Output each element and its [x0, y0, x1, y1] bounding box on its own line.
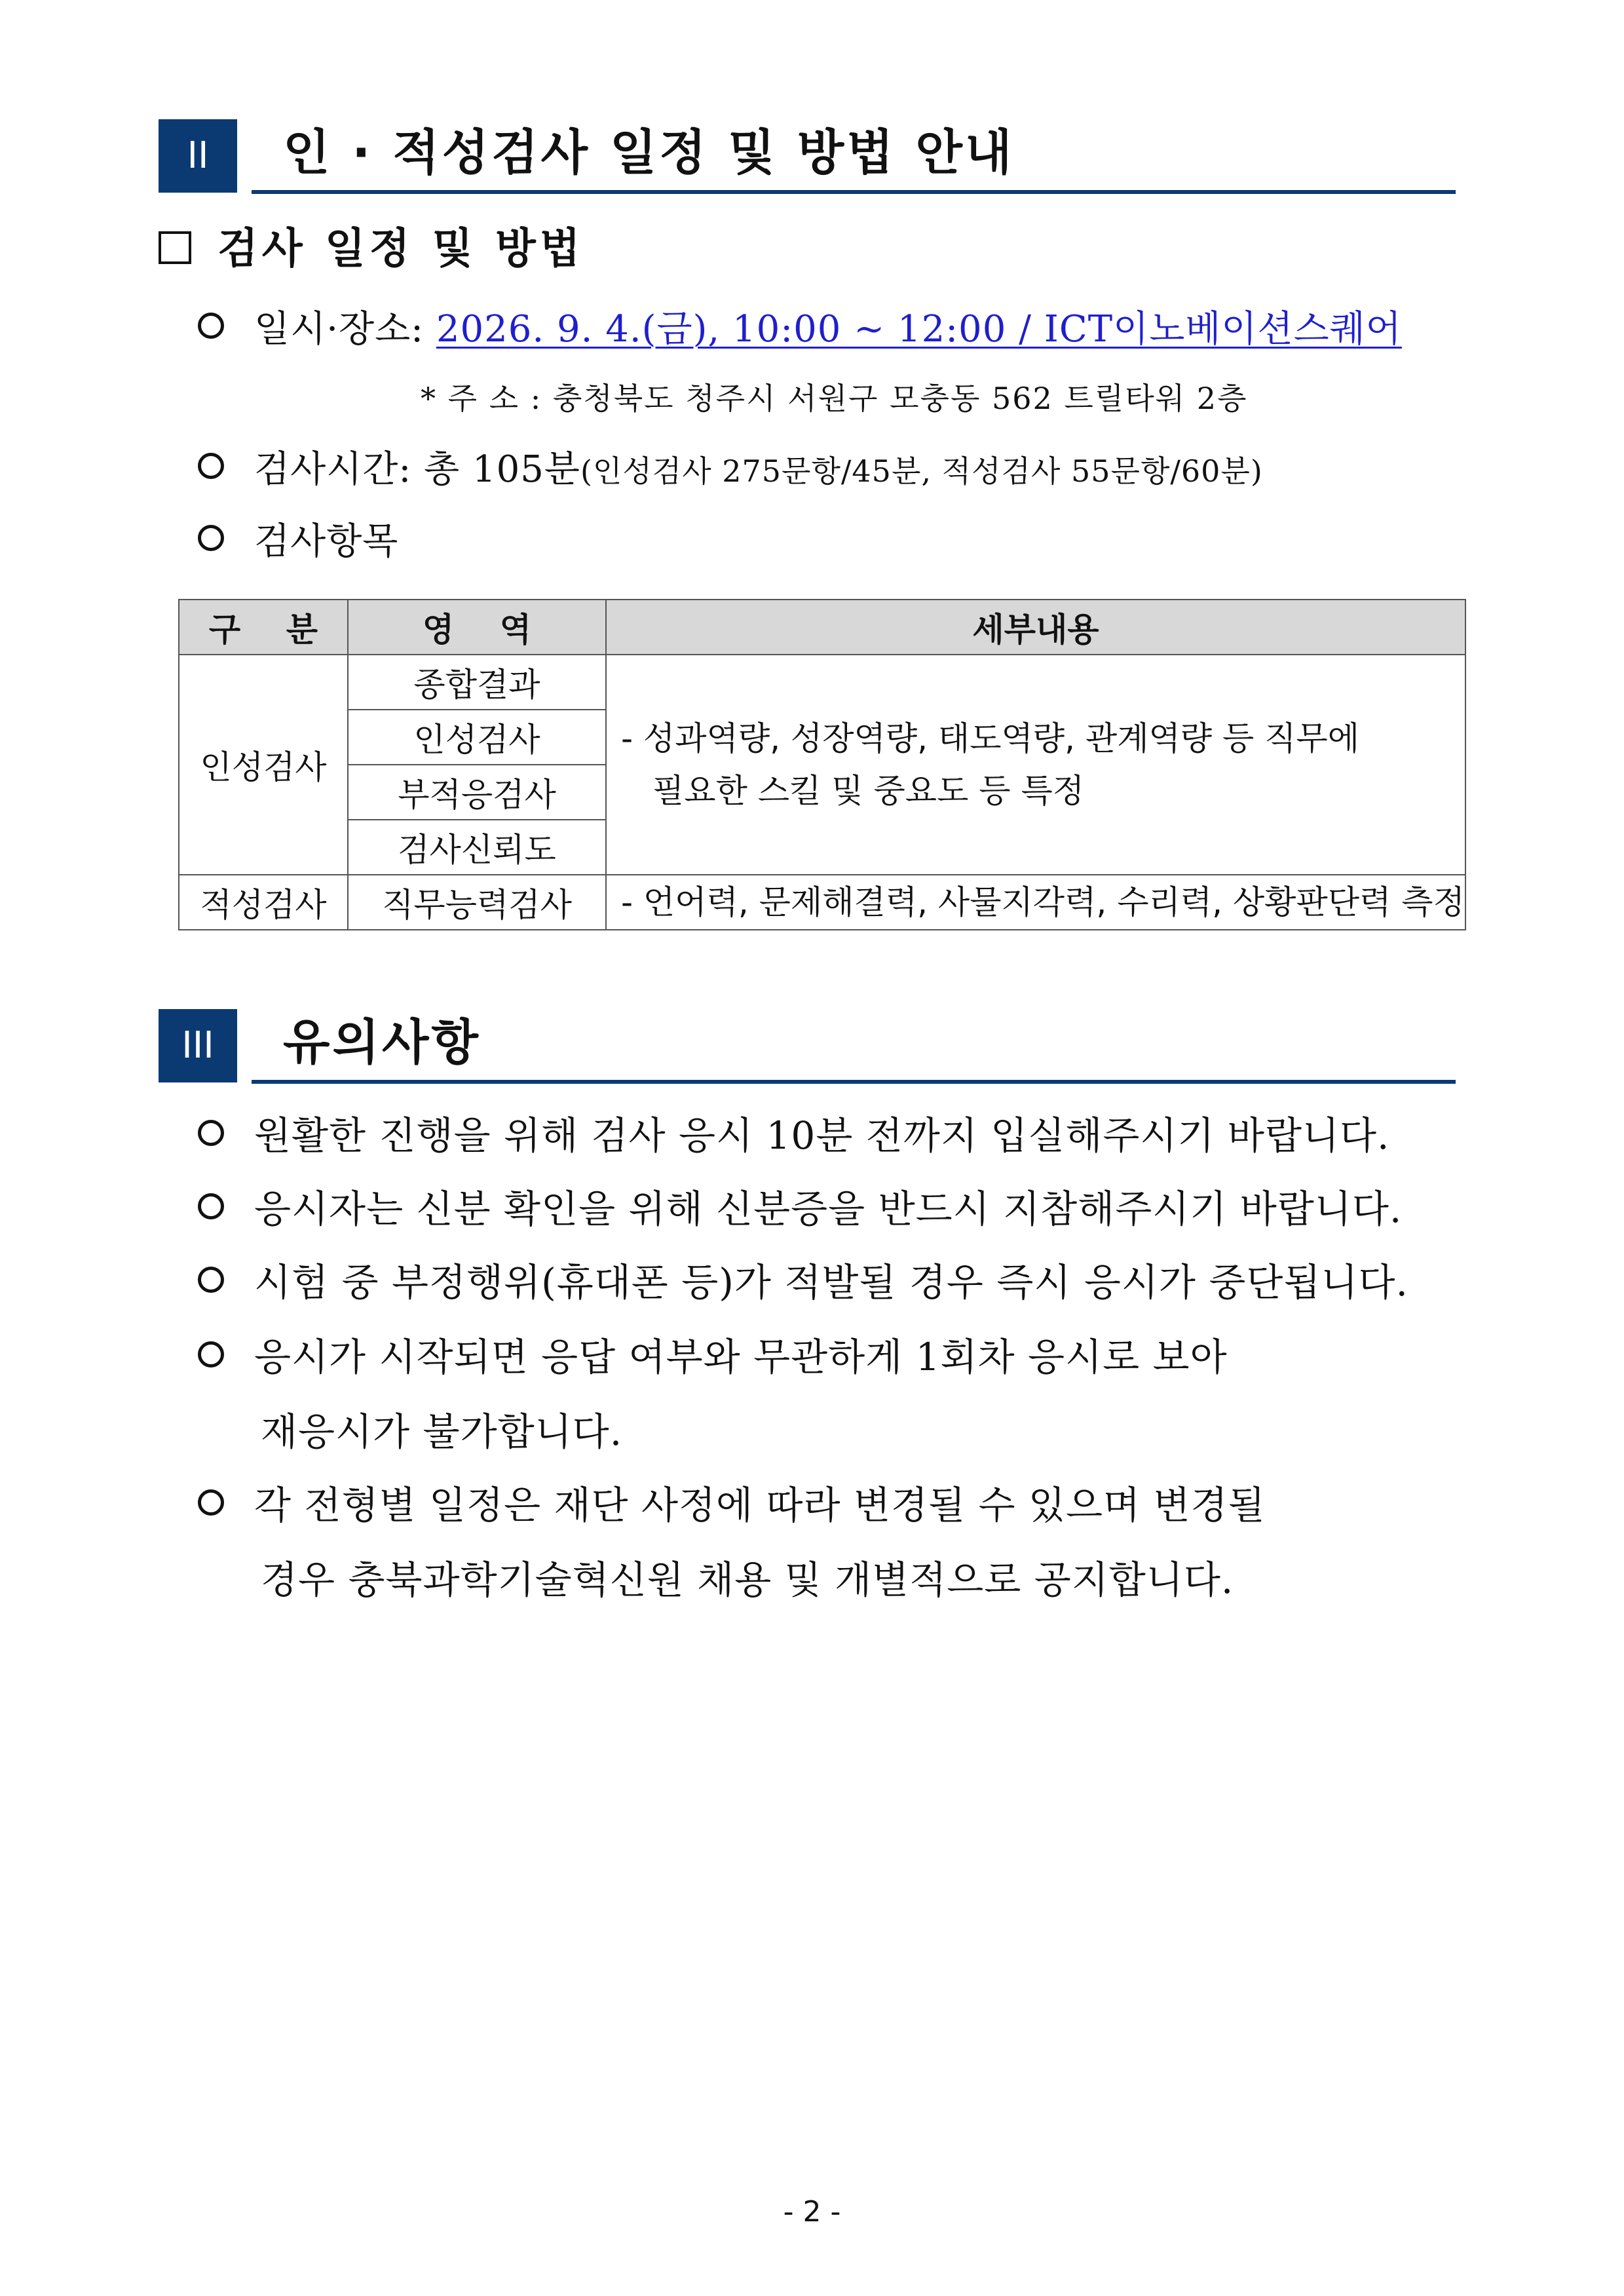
schedule-line [198, 307, 1402, 353]
duration-detail: (인성검사 275문항/45분, 적성검사 55문항/60분) [580, 453, 1263, 489]
note-text: 원활한 진행을 위해 검사 응시 10분 전까지 입실해주시기 바랍니다. [254, 1113, 1390, 1158]
circle-bullet-icon [198, 1193, 224, 1219]
circle-bullet-icon [198, 1341, 224, 1368]
detail-line: 필요한 스킬 및 중요도 등 특정 [652, 772, 1085, 810]
area-cell: 인성검사 [348, 710, 606, 765]
detail-line: - 성과역량, 성장역량, 태도역량, 관계역량 등 직무에 [621, 719, 1360, 757]
schedule-label: 일시·장소: [254, 308, 436, 351]
table-row [179, 875, 1465, 930]
area-cell: 종합결과 [348, 655, 606, 710]
note-item [198, 1113, 1389, 1158]
checkbox-square-icon [159, 231, 191, 264]
section-2-number: II [159, 119, 237, 193]
circle-bullet-icon [198, 1267, 224, 1293]
note-item [198, 1334, 1228, 1380]
section-3-header [159, 1009, 1456, 1082]
circle-bullet-icon [198, 1489, 224, 1516]
category-cell: 인성검사 [179, 655, 348, 875]
section-3-number: III [159, 1009, 237, 1082]
circle-bullet-icon [198, 313, 224, 339]
table-header-row [179, 600, 1465, 655]
section-3-title: 유의사항 [283, 1014, 481, 1071]
area-cell: 부적응검사 [348, 765, 606, 820]
duration-label: 검사시간: 총 105분 [254, 448, 580, 491]
note-text: 시험 중 부정행위(휴대폰 등)가 적발될 경우 즉시 응시가 중단됩니다. [254, 1260, 1408, 1305]
area-cell: 검사신뢰도 [348, 820, 606, 875]
header-detail: 세부내용 [606, 600, 1465, 655]
table-row [179, 655, 1465, 710]
items-label: 검사항목 [254, 520, 399, 563]
circle-bullet-icon [198, 453, 224, 479]
category-cell: 적성검사 [179, 875, 348, 930]
items-line [198, 519, 398, 565]
page-number: - 2 - [783, 2195, 841, 2229]
note-continuation: 재응시가 불가합니다. [261, 1409, 623, 1454]
section-2-header [159, 119, 1456, 193]
header-category: 구 분 [179, 600, 348, 655]
duration-line [198, 447, 1263, 494]
detail-cell [606, 655, 1465, 875]
section-2-title: 인 · 적성검사 일정 및 방법 안내 [283, 124, 1015, 181]
subsection-title: 검사 일정 및 방법 [217, 225, 584, 273]
note-continuation: 경우 충북과학기술혁신원 채용 및 개별적으로 공지합니다. [261, 1558, 1234, 1602]
test-items-table [178, 599, 1466, 930]
circle-bullet-icon [198, 525, 224, 551]
note-text: 응시가 시작되면 응답 여부와 무관하게 1회차 응시로 보아 [254, 1335, 1228, 1379]
header-area: 영 역 [348, 600, 606, 655]
section-3-underline [252, 1080, 1456, 1084]
note-item [198, 1482, 1266, 1528]
circle-bullet-icon [198, 1120, 224, 1146]
address-line: * 주 소 : 충청북도 청주시 서원구 모충동 562 트릴타워 2층 [421, 381, 1248, 416]
note-text: 응시자는 신분 확인을 위해 신분증을 반드시 지참해주시기 바랍니다. [254, 1187, 1403, 1231]
detail-cell: - 언어력, 문제해결력, 사물지각력, 수리력, 상황판단력 측정 [606, 875, 1465, 930]
section-2-underline [252, 190, 1456, 194]
area-cell: 직무능력검사 [348, 875, 606, 930]
subsection-heading [159, 223, 584, 275]
note-item [198, 1186, 1402, 1232]
schedule-value: 2026. 9. 4.(금), 10:00 ~ 12:00 / ICT이노베이션스퀘어 [436, 308, 1402, 351]
note-text: 각 전형별 일정은 재단 사정에 따라 변경될 수 있으며 변경될 [254, 1483, 1266, 1527]
note-item [198, 1259, 1408, 1305]
